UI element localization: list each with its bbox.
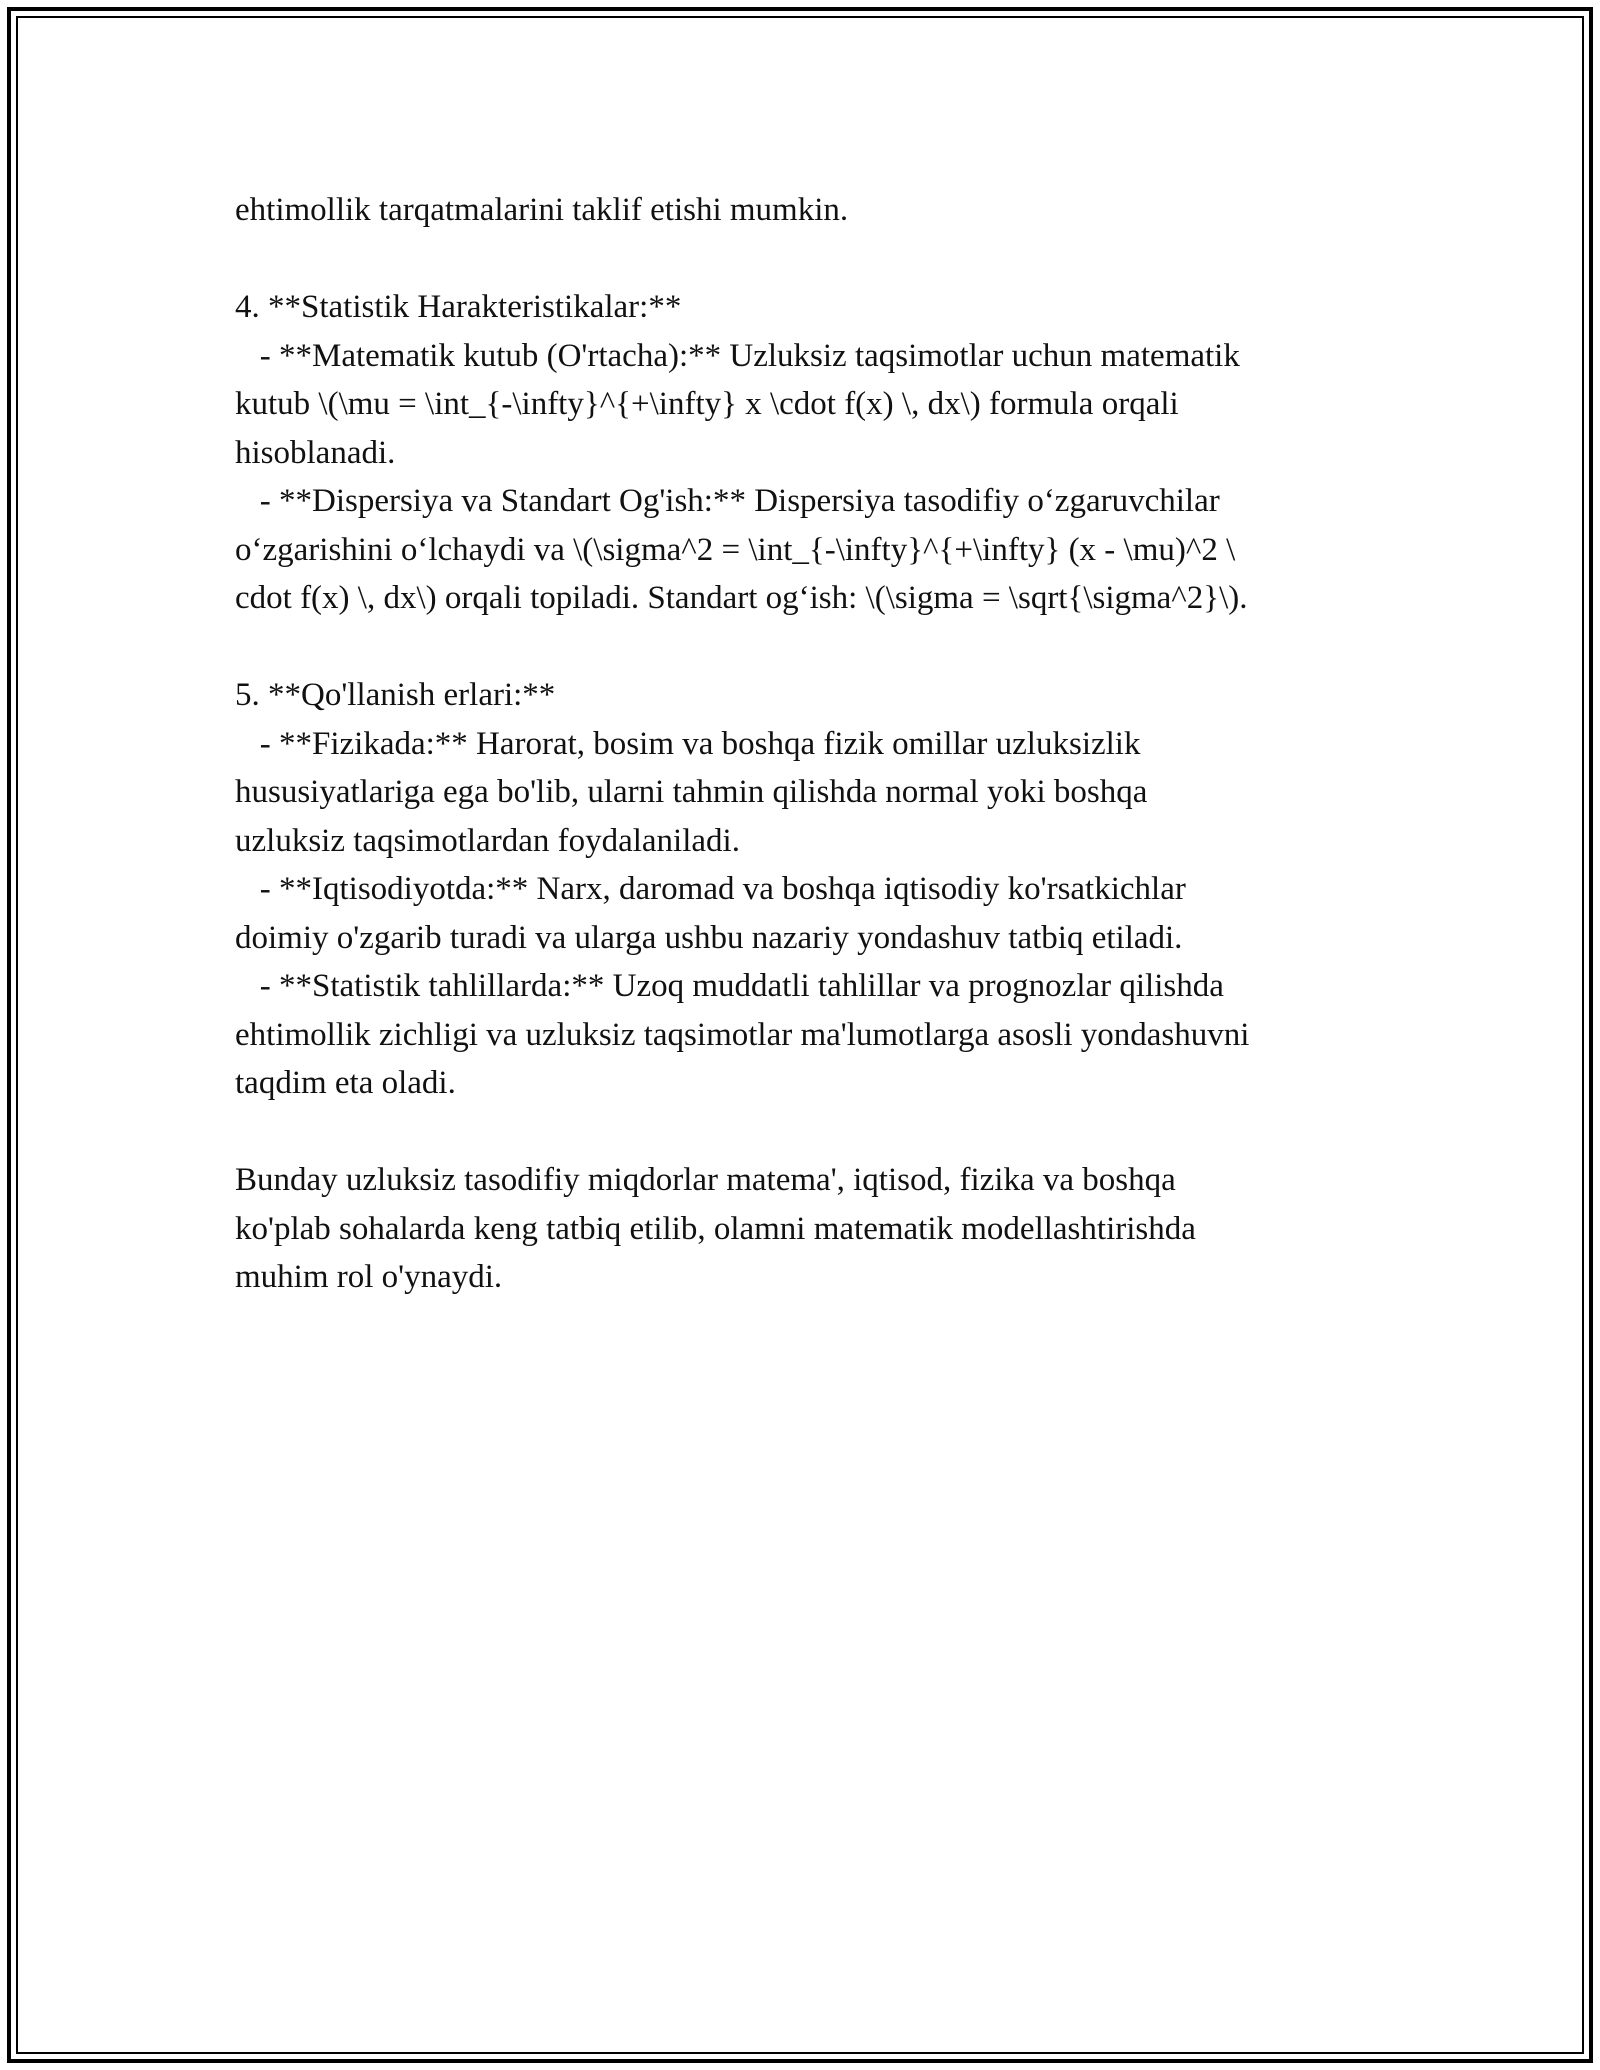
document-body bbox=[235, 186, 1375, 1302]
text-line: o‘zgarishini o‘lchaydi va \(\sigma^2 = \int_{-\infty}^{+\infty} (x - \mu)^2 \ bbox=[235, 531, 1236, 568]
paragraph-spacer bbox=[235, 235, 1375, 284]
paragraph-spacer bbox=[235, 1108, 1375, 1157]
text-line: doimiy o'zgarib turadi va ularga ushbu nazariy yondashuv tatbiq etiladi. bbox=[235, 919, 1183, 956]
text-line: - **Iqtisodiyotda:** Narx, daromad va boshqa iqtisodiy ko'rsatkichlar bbox=[235, 871, 1186, 907]
text-line: ko'plab sohalarda keng tatbiq etilib, olamni matematik modellashtirishda bbox=[235, 1210, 1196, 1247]
text-line: kutub \(\mu = \int_{-\infty}^{+\infty} x \cdot f(x) \, dx\) formula orqali bbox=[235, 386, 1179, 422]
text-line: hususiyatlariga ega bo'lib, ularni tahmin qilishda normal yoki boshqa bbox=[235, 774, 1148, 810]
text-line: - **Fizikada:** Harorat, bosim va boshqa fizik omillar uzluksizlik bbox=[235, 725, 1141, 762]
text-line: hisoblanadi. bbox=[235, 434, 396, 471]
text-line: muhim rol o'ynaydi. bbox=[235, 1259, 503, 1295]
text-line: cdot f(x) \, dx\) orqali topiladi. Standart og‘ish: \(\sigma = \sqrt{\sigma^2}\). bbox=[235, 580, 1248, 616]
text-line: uzluksiz taqsimotlardan foydalaniladi. bbox=[235, 822, 740, 859]
paragraph-intro-continuation bbox=[235, 186, 1375, 235]
section-heading: 4. **Statistik Harakteristikalar:** bbox=[235, 289, 682, 325]
text-line: ehtimollik tarqatmalarini taklif etishi mumkin. bbox=[235, 192, 849, 228]
text-line: - **Matematik kutub (O'rtacha):** Uzluksiz taqsimotlar uchun matematik bbox=[235, 337, 1240, 374]
section-statistical-characteristics bbox=[235, 283, 1375, 623]
section-heading: 5. **Qo'llanish erlari:** bbox=[235, 677, 556, 713]
paragraph-spacer bbox=[235, 623, 1375, 672]
text-line: ehtimollik zichligi va uzluksiz taqsimotlar ma'lumotlarga asosli yondashuvni bbox=[235, 1016, 1250, 1053]
text-line: - **Statistik tahlillarda:** Uzoq muddatli tahlillar va prognozlar qilishda bbox=[235, 968, 1224, 1004]
paragraph-conclusion bbox=[235, 1156, 1375, 1302]
section-application-areas bbox=[235, 671, 1375, 1108]
text-line: taqdim eta oladi. bbox=[235, 1065, 456, 1101]
text-line: - **Dispersiya va Standart Og'ish:** Dispersiya tasodifiy o‘zgaruvchilar bbox=[235, 483, 1220, 519]
text-line: Bunday uzluksiz tasodifiy miqdorlar matema', iqtisod, fizika va boshqa bbox=[235, 1162, 1176, 1198]
